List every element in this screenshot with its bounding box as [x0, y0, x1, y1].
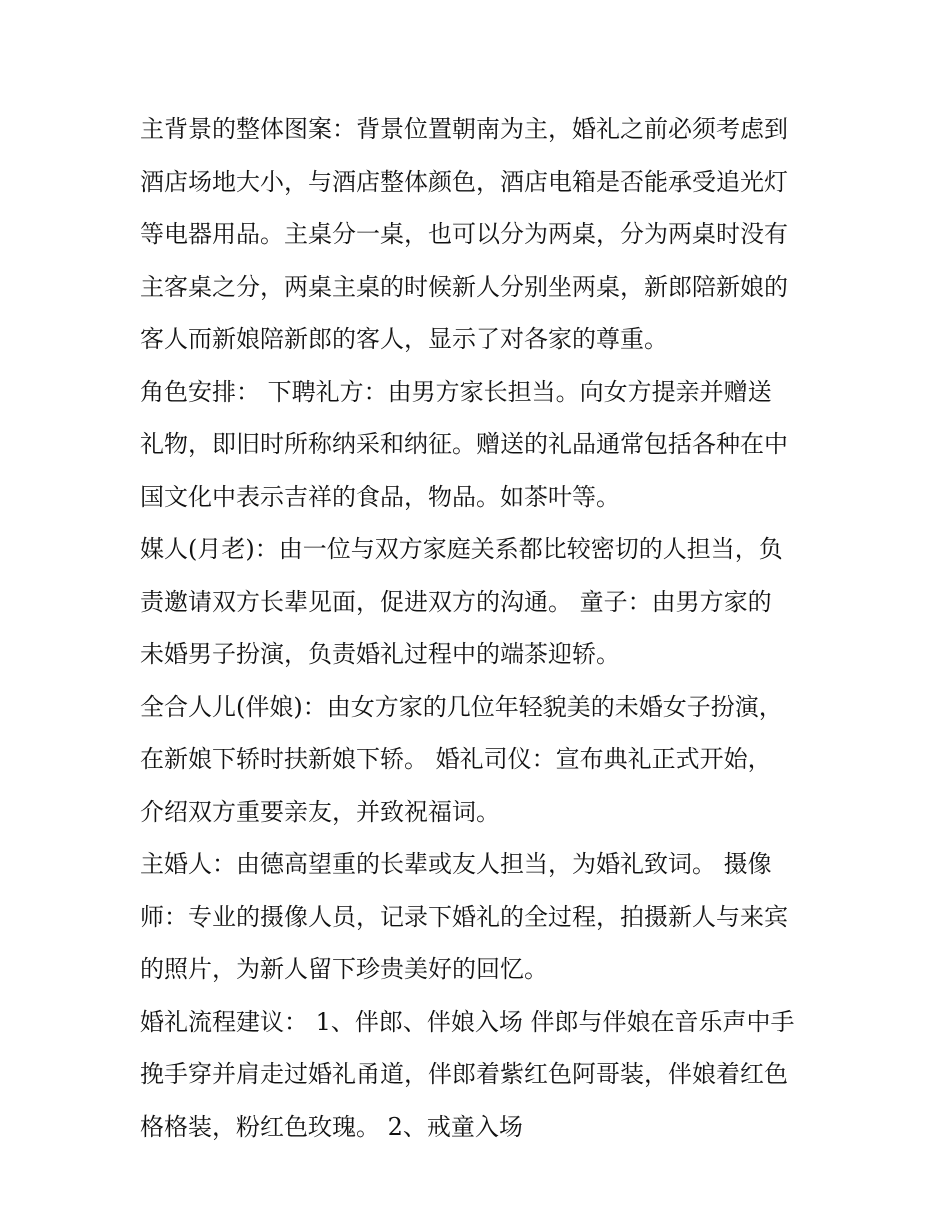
text-line: 主婚人：由德高望重的长辈或友人担当，为婚礼致词。 摄像: [140, 850, 772, 878]
text-line: 在新娘下轿时扶新娘下轿。 婚礼司仪：宣布典礼正式开始，: [140, 745, 772, 773]
text-line: 婚礼流程建议： 1、伴郎、伴娘入场 伴郎与伴娘在音乐声中手: [140, 1007, 795, 1036]
text-line: 国文化中表示吉祥的食品，物品。如茶叶等。: [140, 482, 620, 511]
text-line: 主客桌之分，两桌主桌的时候新人分别坐两桌，新郎陪新娘的: [140, 272, 788, 301]
paragraph-wedding-process: [140, 1002, 830, 1147]
text-line: 师：专业的摄像人员，记录下婚礼的全过程，拍摄新人与来宾: [140, 902, 788, 931]
text-line: 客人而新娘陪新郎的客人，显示了对各家的尊重。: [140, 325, 668, 353]
text-line: 等电器用品。主桌分一桌，也可以分为两桌，分为两桌时没有: [140, 220, 788, 248]
text-line: 礼物，即旧时所称纳采和纳征。赠送的礼品通常包括各种在中: [140, 430, 788, 458]
text-line: 介绍双方重要亲友，并致祝福词。: [140, 797, 500, 826]
text-line: 酒店场地大小，与酒店整体颜色，酒店电箱是否能承受追光灯: [140, 167, 788, 196]
text-line: 格格装，粉红色玫瑰。 2、戒童入场: [140, 1112, 523, 1141]
text-line: 全合人儿(伴娘)：由女方家的几位年轻貌美的未婚女子扮演，: [140, 692, 783, 721]
text-line: 挽手穿并肩走过婚礼甬道，伴郎着紫红色阿哥装，伴娘着红色: [140, 1060, 788, 1088]
paragraph-matchmaker: [140, 529, 830, 674]
paragraph-officiant-photographer: [140, 844, 830, 989]
text-line: 角色安排： 下聘礼方：由男方家长担当。向女方提亲并赠送: [140, 377, 772, 406]
document-body: [140, 109, 830, 1159]
paragraph-roles: [140, 372, 830, 517]
text-line: 的照片，为新人留下珍贵美好的回忆。: [140, 955, 548, 983]
text-line: 责邀请双方长辈见面，促进双方的沟通。 童子：由男方家的: [140, 587, 772, 616]
paragraph-bridesmaids: [140, 687, 830, 832]
text-line: 主背景的整体图案：背景位置朝南为主，婚礼之前必须考虑到: [140, 115, 788, 143]
text-line: 未婚男子扮演，负责婚礼过程中的端茶迎轿。: [140, 640, 620, 668]
text-line: 媒人(月老)：由一位与双方家庭关系都比较密切的人担当，负: [140, 535, 783, 563]
paragraph-main-background: [140, 109, 830, 359]
